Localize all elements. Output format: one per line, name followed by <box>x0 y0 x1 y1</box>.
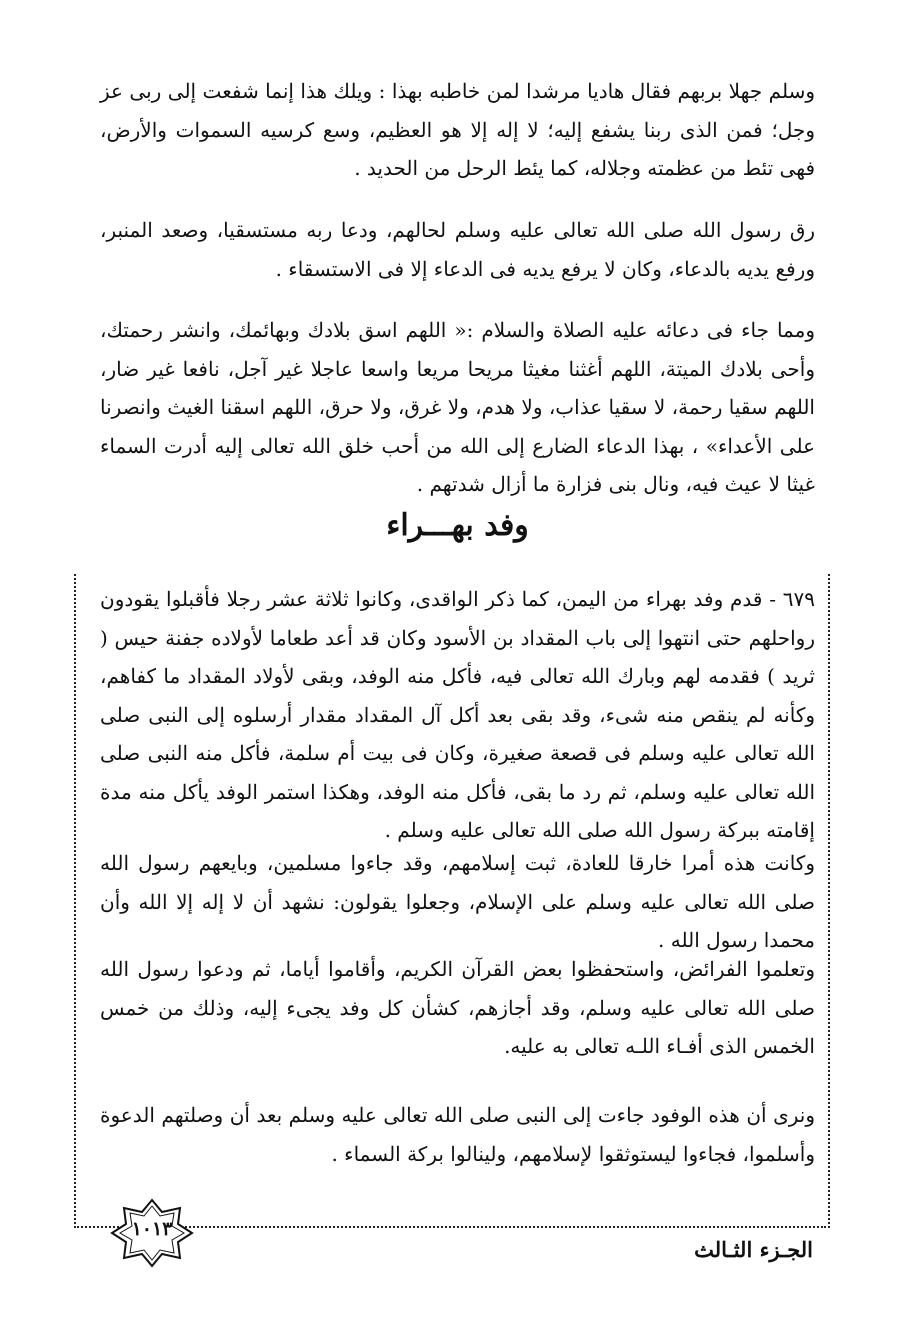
paragraph-delegations-summary: ونرى أن هذه الوفود جاءت إلى النبى صلى الله تعالى عليه وسلم بعد أن وصلتهم الدعوة وأسلموا، فجاءوا ليستوثقوا لإسلامهم، ولينالوا بركة السماء . <box>100 1103 815 1166</box>
page-number: ١٠١٣ <box>131 1218 173 1240</box>
paragraph-supplication-text: ومما جاء فى دعائه عليه الصلاة والسلام :« اللهم اسق بلادك وبهائمك، وانشر رحمتك، وأحى بلادك الميتة، اللهم أغثنا مغيثا مريحا مريعا واسعا عاجلا غير آجل، نافعا غير ضار، اللهم سقيا رحمة، لا سقيا عذاب، ولا هدم، ولا غرق، ولا حرق، اللهم اسقنا الغيث وانصرنا على الأعداء» ، بهذا الدعاء الضارع إلى الله من أحب خلق الله تعالى إليه أدرت السماء غيثا لا عيث فيه، ونال بنى فزارة ما أزال شدتهم . <box>100 318 815 496</box>
paragraph-bahra-arrival: ٦٧٩ - قدم وفد بهراء من اليمن، كما ذكر الواقدى، وكانوا ثلاثة عشر رجلا فأقبلوا يقودون رواحلهم حتى انتهوا إلى باب المقداد بن الأسود وكان قد أعد طعاما لأولاده جفنة حيس ( ثريد ) فقدمه لهم وبارك الله تعالى فيه، فأكل منه الوفد، وبقى لأولاد المقداد ما كفاهم، وكأنه لم ينقص منه شىء، وقد بقى بعد أكل آل المقداد مقدار أرسلوه إلى النبى صلى الله تعالى عليه وسلم فى قصعة صغيرة، وكان فى بيت أم سلمة، فأكل منه النبى صلى الله تعالى عليه وسلم، ثم رد ما بقى، فأكل منه الوفد، وهكذا استمر الوفد يأكل منه مدة إقامته ببركة رسول الله صلى الله تعالى عليه وسلم . <box>100 587 815 842</box>
paragraph-prophet-rain-prayer: رق رسول الله صلى الله تعالى عليه وسلم لحالهم، ودعا ربه مستسقيا، وصعد المنبر، ورفع يديه بالدعاء، وكان لا يرفع يديه فى الدعاء إلا فى الاستسقاء . <box>100 218 815 281</box>
paragraph-closing-prior-story: وسلم جهلا بربهم فقال هاديا مرشدا لمن خاطبه بهذا : ويلك هذا إنما شفعت إلى ربى عز وجل؛ فمن الذى ربنا يشفع إليه؛ لا إله إلا هو العظيم، وسع كرسيه السموات والأرض، فهى تئط من عظمته وجلاله، كما يئط الرحل من الحديد . <box>100 79 815 180</box>
paragraph-bahra-islam: وكانت هذه أمرا خارقا للعادة، ثبت إسلامهم، وقد جاءوا مسلمين، وبايعهم رسول الله صلى الله تعالى عليه وسلم على الإسلام، وجعلوا يقولون: نشهد أن لا إله إلا الله وأن محمدا رسول الله . <box>100 851 815 952</box>
page-number-badge <box>110 1198 194 1268</box>
part-label: الجـزء الثـالث <box>694 1237 813 1262</box>
section-heading: وفد بهـــراء <box>386 508 529 543</box>
paragraph-bahra-learning: وتعلموا الفرائض، واستحفظوا بعض القرآن الكريم، وأقاموا أياما، ثم ودعوا رسول الله صلى الله تعالى عليه وسلم، وقد أجازهم، كشأن كل وفد يجىء إليه، وذلك من خمس الخمس الذى أفـاء اللـه تعالى به عليه. <box>100 957 815 1058</box>
